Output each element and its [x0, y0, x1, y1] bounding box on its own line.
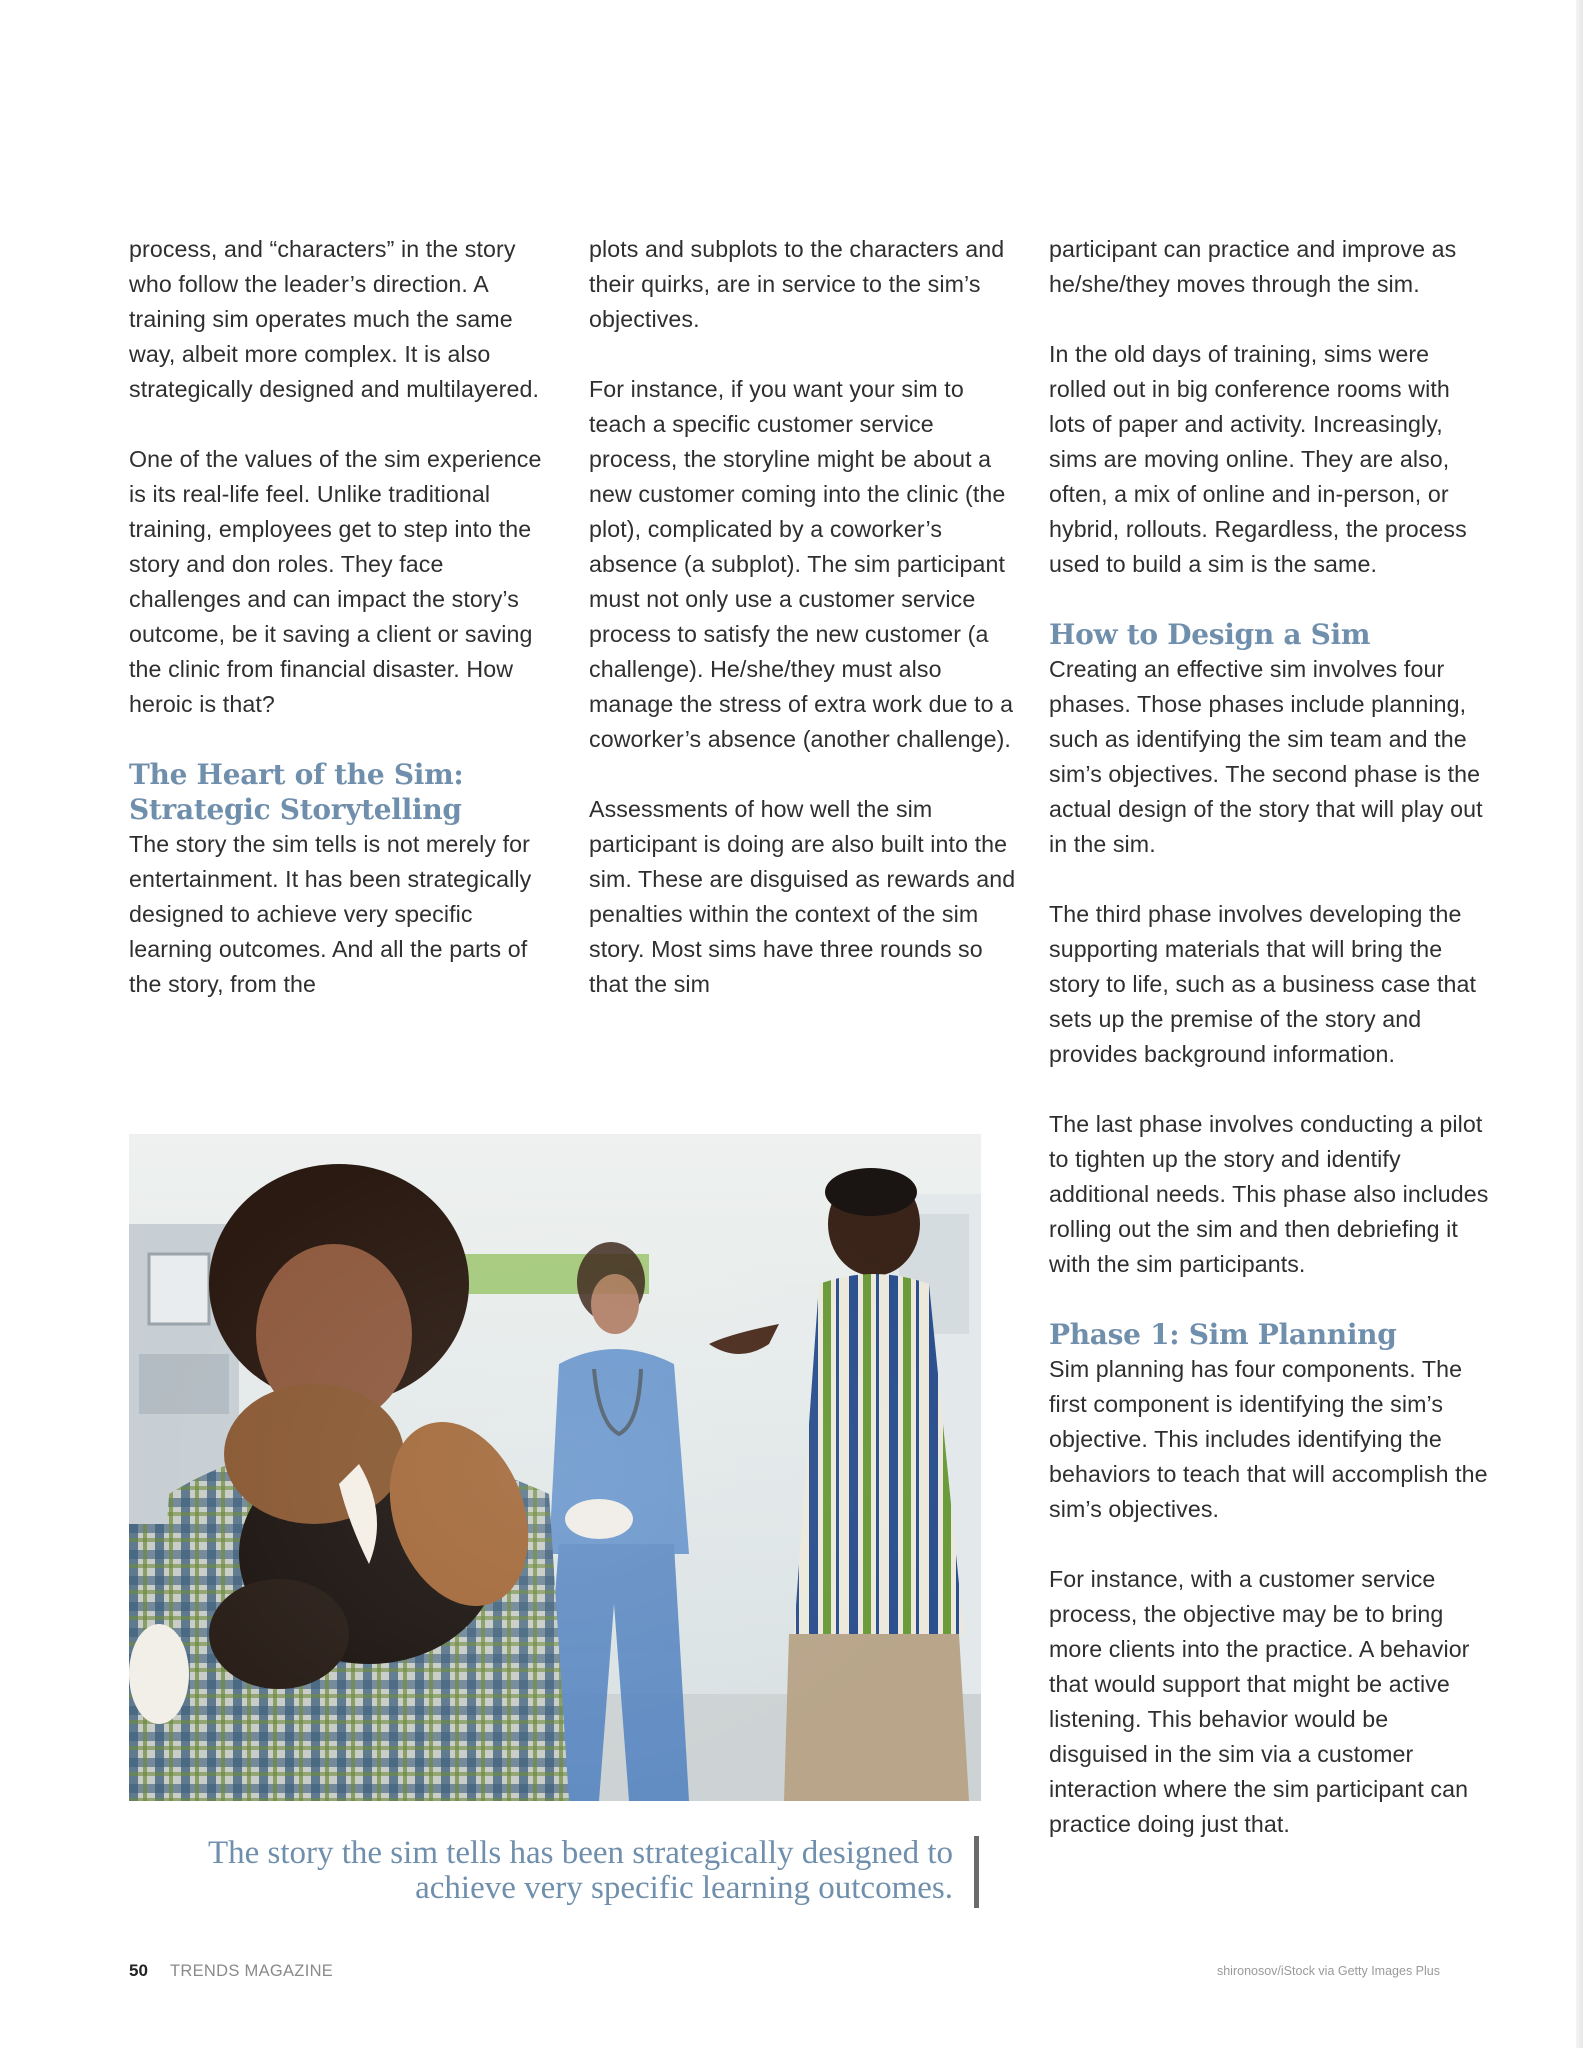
paragraph: participant can practice and improve as he/she/they moves through the sim.: [1049, 236, 1457, 297]
paragraph: One of the values of the sim experience is its real-life feel. Unlike traditional training, employees get to step into the story and don roles. They face challenges and can impact the story’s outcome, be it saving a client or saving the clinic from financial disaster. How heroic is that?: [129, 446, 542, 717]
text-column-3: [1049, 232, 1489, 1842]
photo-credit: shironosov/iStock via Getty Images Plus: [1216, 1964, 1440, 1978]
section-heading: The Heart of the Sim: Strategic Storytelling: [129, 758, 464, 826]
page-edge: [1576, 0, 1583, 2048]
paragraph: Creating an effective sim involves four phases. Those phases include planning, such as identifying the sim team and the sim’s objectives. The second phase is the actual design of the story that will play out in the sim.: [1049, 656, 1483, 857]
paragraph: For instance, if you want your sim to teach a specific customer service process, the storyline might be about a new customer coming into the clinic (the plot), complicated by a coworker’s absence (a subplot). The sim participant must not only use a customer service process to satisfy the new customer (a challenge). He/she/they must also manage the stress of extra work due to a coworker’s absence (another challenge).: [589, 376, 1014, 752]
paragraph: The third phase involves developing the supporting materials that will bring the story to life, such as a business case that sets up the premise of the story and provides background information.: [1049, 901, 1477, 1067]
magazine-name: TRENDS MAGAZINE: [170, 1962, 334, 1980]
paragraph: The story the sim tells is not merely for entertainment. It has been strategically designed to achieve very specific learning outcomes. And all the parts of the story, from the: [129, 831, 532, 997]
paragraph: For instance, with a customer service process, the objective may be to bring more clients into the practice. A behavior that would support that might be active listening. This behavior would be disguised in the sim via a customer interaction where the sim participant can practice doing just that.: [1049, 1566, 1470, 1837]
section-heading: Phase 1: Sim Planning: [1049, 1318, 1397, 1351]
paragraph: In the old days of training, sims were rolled out in big conference rooms with lots of paper and activity. Increasingly, sims are moving online. They are also, often, a mix of online and in-person, or hybrid, rollouts. Regardless, the process used to build a sim is the same.: [1049, 341, 1467, 577]
text-column-2: [589, 232, 1019, 1002]
pull-quote: The story the sim tells has been strategically designed to achieve very specific learning outcomes.: [207, 1835, 953, 1906]
paragraph: Sim planning has four components. The first component is identifying the sim’s objective. This includes identifying the behaviors to teach that will accomplish the sim’s objectives.: [1049, 1356, 1488, 1522]
vet-clinic-photo: [129, 1134, 981, 1801]
paragraph: The last phase involves conducting a pilot to tighten up the story and identify additional needs. This phase also includes rolling out the sim and then debriefing it with the sim participants.: [1049, 1111, 1489, 1277]
photo-illustration: [129, 1134, 981, 1801]
text-column-1: [129, 232, 559, 1002]
paragraph: plots and subplots to the characters and their quirks, are in service to the sim’s objectives.: [589, 236, 1005, 332]
page-number: 50: [129, 1961, 148, 1980]
section-heading: How to Design a Sim: [1049, 618, 1371, 651]
paragraph: Assessments of how well the sim participant is doing are also built into the sim. These are disguised as rewards and penalties within the context of the sim story. Most sims have three rounds so that the sim: [589, 796, 1016, 997]
pull-quote-bar: [974, 1836, 979, 1908]
paragraph: process, and “characters” in the story who follow the leader’s direction. A training sim operates much the same way, albeit more complex. It is also strategically designed and multilayered.: [129, 236, 540, 402]
